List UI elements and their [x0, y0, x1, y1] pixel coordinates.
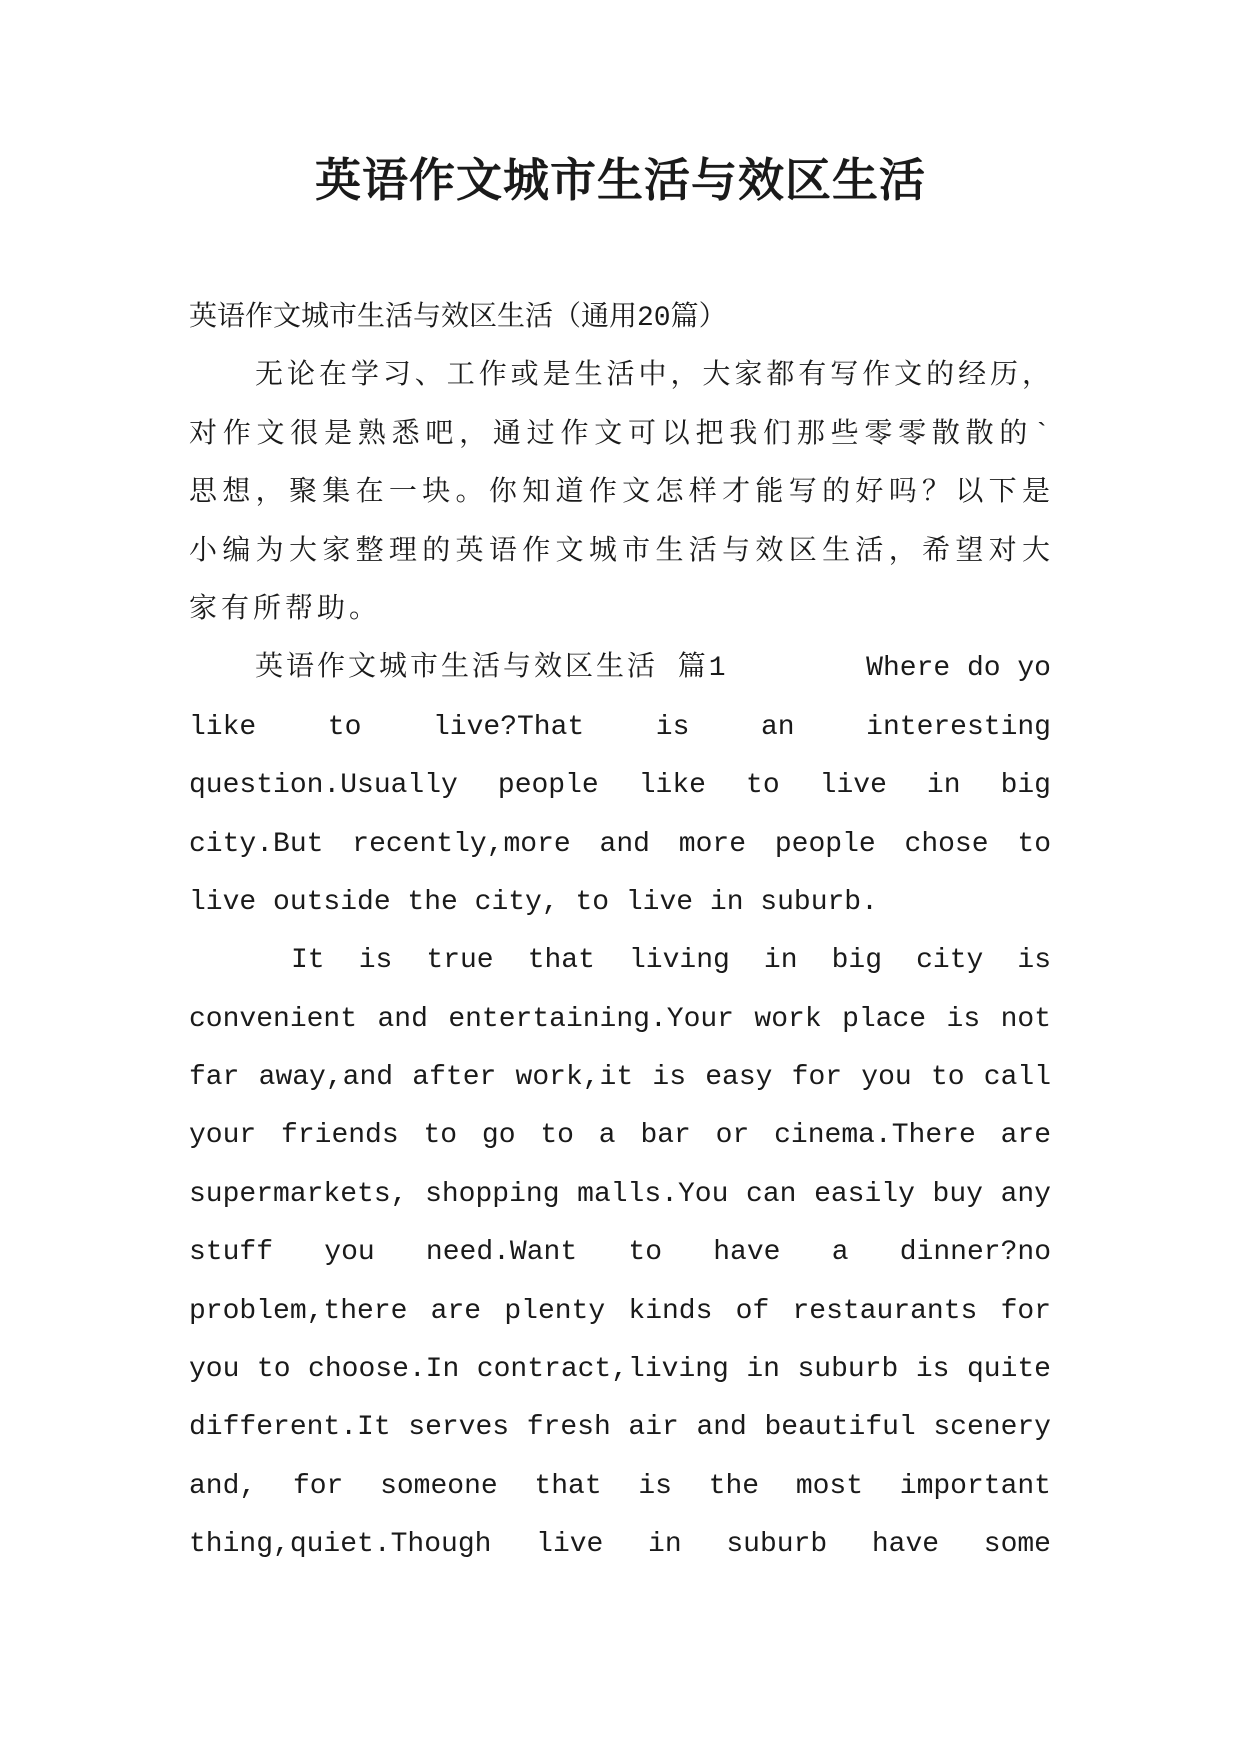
essay-line: and, for someone that is the most important [189, 1470, 1051, 1502]
essay-line: convenient and entertaining.Your work place is not [189, 1003, 1051, 1035]
intro-line: 无论在学习、工作或是生活中，大家都有写作文的经历， [255, 361, 1051, 393]
essay-1-paragraph-1 [189, 640, 1051, 932]
intro-line: 小编为大家整理的英语作文城市生活与效区生活，希望对大 [189, 536, 1051, 568]
document-title: 英语作文城市生活与效区生活 [315, 153, 926, 207]
document-body [189, 290, 1051, 1575]
essay-1-heading: 英语作文城市生活与效区生活 篇1 [255, 653, 729, 685]
essay-1-paragraph-2 [189, 932, 1051, 1574]
essay-line: It is true that living in big city is [291, 945, 1051, 977]
essay-line: supermarkets, shopping malls.You can easily buy any [189, 1178, 1051, 1210]
document-subtitle: 英语作文城市生活与效区生活（通用20篇） [189, 303, 727, 334]
essay-line: you to choose.In contract,living in suburb is quite [189, 1354, 1051, 1386]
essay-line: city.But recently,more and more people chose to [189, 828, 1051, 860]
essay-1-first-text: Where do yo [866, 653, 1051, 685]
essay-line: different.It serves fresh air and beautiful scenery [189, 1412, 1051, 1444]
intro-line: 思想，聚集在一块。你知道作文怎样才能写的好吗？以下是 [189, 478, 1051, 510]
essay-line: like to live?That is an interesting [189, 711, 1051, 743]
essay-line: thing,quiet.Though live in suburb have some [189, 1529, 1051, 1561]
essay-line: problem,there are plenty kinds of restaurants for [189, 1295, 1051, 1327]
intro-line: 家有所帮助。 [189, 594, 382, 626]
essay-line: your friends to go to a bar or cinema.There are [189, 1120, 1051, 1152]
intro-line: 对作文很是熟悉吧，通过作文可以把我们那些零零散散的` [189, 419, 1051, 451]
intro-paragraph [189, 348, 1051, 640]
essay-line: stuff you need.Want to have a dinner?no [189, 1237, 1051, 1269]
essay-line: live outside the city, to live in suburb. [189, 886, 878, 918]
essay-line: far away,and after work,it is easy for you to call [189, 1062, 1051, 1094]
essay-1-heading-line [189, 640, 1051, 698]
essay-line: question.Usually people like to live in big [189, 770, 1051, 802]
